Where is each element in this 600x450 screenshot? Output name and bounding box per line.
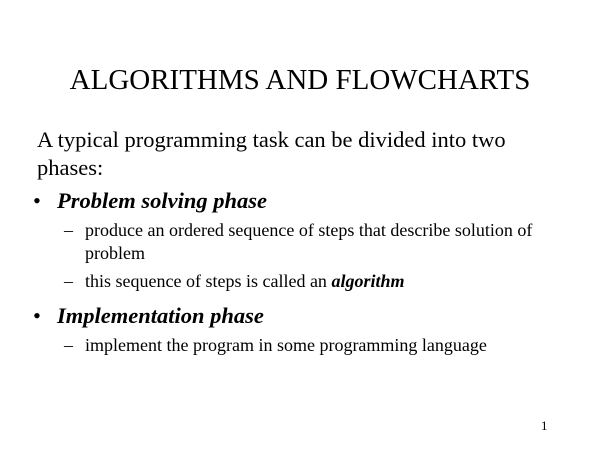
intro-text: A typical programming task can be divided into two phases: (37, 127, 506, 180)
sub-dash: – (64, 271, 73, 291)
subitem-text: this sequence of steps is called an (85, 271, 332, 291)
algorithm-emphasis: algorithm (331, 271, 405, 291)
sub-dash: – (64, 220, 73, 240)
sub-dash: – (64, 335, 73, 355)
subitem-text-wrapper (85, 270, 565, 293)
subitem-text: produce an ordered sequence of steps that describe solution of problem (85, 220, 533, 263)
bullet-implementation-phase (33, 302, 264, 330)
bullet-label: Implementation phase (57, 303, 264, 328)
bullet-label: Problem solving phase (57, 188, 268, 213)
bullet-dot: • (33, 303, 41, 328)
subitem-called-algorithm (64, 270, 565, 293)
subitem-text: implement the program in some programming language (85, 335, 487, 355)
slide-title: ALGORITHMS AND FLOWCHARTS (69, 64, 531, 96)
page-number: 1 (541, 418, 548, 433)
bullet-dot: • (33, 188, 41, 213)
subitem-implement-program (64, 334, 565, 357)
bullet-problem-solving-phase (33, 187, 267, 215)
subitem-produce-sequence (64, 219, 565, 265)
